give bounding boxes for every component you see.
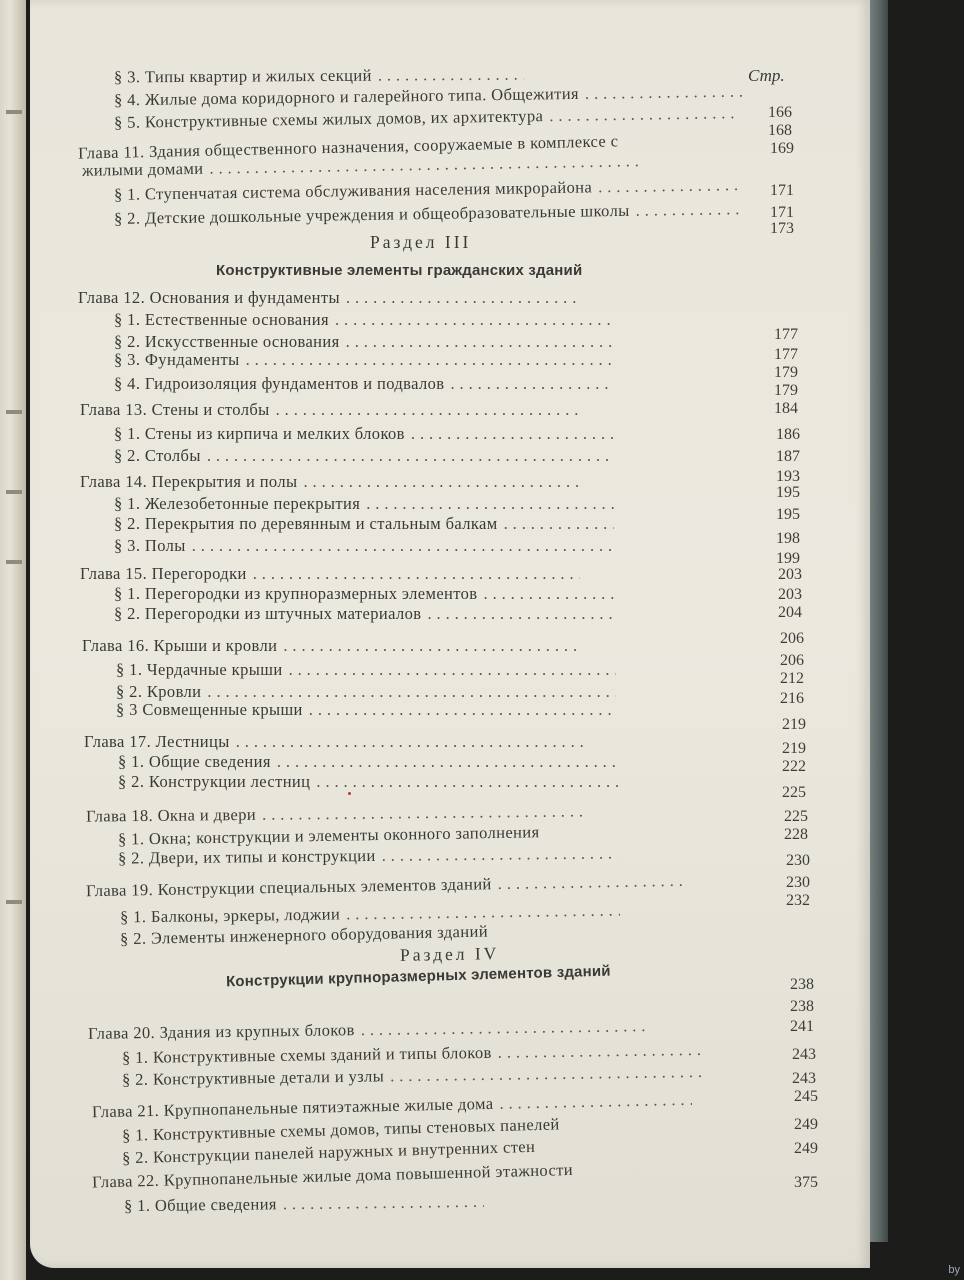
toc-entry: § 3. Фундаменты . . . — [114, 350, 614, 370]
book-page — [30, 0, 870, 1268]
page-number: 168 — [768, 122, 792, 139]
section-subtitle: Конструктивные элементы гражданских зданий — [216, 262, 583, 279]
toc-entry: Глава 17. Лестницы . . . — [84, 732, 584, 752]
section-title: Раздел III — [370, 232, 472, 252]
toc-entry: § 1. Общие сведения . . . — [118, 752, 618, 772]
toc-entry: § 1. Конструктивные схемы зданий и типы блоков . . . — [122, 1040, 702, 1068]
page-number: 171 — [770, 204, 794, 221]
toc-entry: § 1. Ступенчатая система обслуживания населения микрорайона . . . — [114, 175, 739, 205]
section-title: Раздел IV — [399, 943, 500, 965]
page-number: 195 — [776, 484, 800, 501]
page-number: 171 — [770, 182, 794, 199]
toc-entry: Глава 12. Основания и фундаменты . . . — [78, 288, 578, 308]
toc-entry: § 5. Конструктивные схемы жилых домов, их архитектура . . . — [114, 103, 739, 133]
toc-entry: § 2. Столбы . . . — [114, 446, 614, 466]
toc-entry: Глава 14. Перекрытия и полы . . . — [80, 472, 580, 492]
table-of-contents — [30, 0, 870, 1268]
page-number: 179 — [774, 364, 798, 381]
page-number: 243 — [792, 1046, 816, 1063]
toc-entry: § 2. Детские дошкольные учреждения и общеобразовательные школы . . . — [114, 199, 744, 229]
page-number: 375 — [794, 1174, 818, 1191]
toc-entry: Глава 18. Окна и двери . . . — [86, 801, 586, 826]
toc-entry: § 2. Искусственные основания . . . — [114, 332, 614, 352]
toc-entry: Глава 20. Здания из крупных блоков . . . — [88, 1016, 648, 1044]
toc-entry: § 1. Перегородки из крупноразмерных элементов . . . — [114, 584, 614, 604]
page-number: 166 — [768, 104, 792, 121]
toc-entry: Глава 16. Крыши и кровли . . . — [82, 636, 582, 656]
page-number: 225 — [784, 808, 808, 825]
page-number: 219 — [782, 716, 806, 733]
toc-entry: § 2. Конструктивные детали и узлы . . . — [122, 1062, 702, 1090]
page-number: 184 — [774, 400, 798, 417]
page-number: 243 — [792, 1070, 816, 1087]
page-number: 238 — [790, 976, 814, 993]
page-number: 238 — [790, 998, 814, 1015]
page-number: 179 — [774, 382, 798, 399]
page-number: 216 — [780, 690, 804, 707]
page-number: 230 — [786, 874, 810, 891]
toc-entry: § 3 Совмещенные крыши . . . — [116, 700, 616, 720]
binding-stitch — [6, 560, 22, 564]
toc-entry: § 2. Конструкции лестниц . . . — [118, 772, 618, 792]
toc-entry: жилыми домами . . . — [82, 151, 642, 181]
binding-stitch — [6, 410, 22, 414]
toc-entry: § 3. Типы квартир и жилых секций . . . — [114, 65, 524, 88]
toc-entry: Глава 22. Крупнопанельные жилые дома повышенной этажности — [91, 1159, 574, 1192]
toc-entry: § 1. Естественные основания . . . — [114, 310, 614, 330]
toc-entry: § 4. Гидроизоляция фундаментов и подвалов . . . — [114, 374, 614, 394]
page-number: 206 — [780, 630, 804, 647]
page-number: 199 — [776, 550, 800, 567]
toc-entry: § 3. Полы . . . — [114, 536, 614, 556]
page-number: 177 — [774, 326, 798, 343]
toc-entry: Глава 15. Перегородки . . . — [80, 564, 580, 584]
page-column-label: Стр. — [748, 66, 785, 85]
ink-spot — [348, 792, 351, 795]
binding-stitch — [6, 490, 22, 494]
toc-entry: § 1. Балконы, эркеры, лоджии . . . — [120, 901, 620, 928]
toc-entry: § 2. Кровли . . . — [116, 682, 616, 702]
page-number: 203 — [778, 586, 802, 603]
toc-entry: § 2. Элементы инженерного оборудования зданий — [119, 921, 489, 949]
toc-entry: § 2. Перекрытия по деревянным и стальным балкам . . . — [114, 514, 614, 534]
page-number: 173 — [770, 220, 794, 237]
toc-entry: § 2. Двери, их типы и конструкции . . . — [118, 843, 618, 868]
page-number: 169 — [770, 140, 794, 157]
page-number: 249 — [794, 1140, 818, 1157]
binding-stitch — [6, 900, 22, 904]
toc-entry: Глава 11. Здания общественного назначения, сооружаемые в комплексе с — [77, 131, 619, 163]
toc-entry: § 1. Конструктивные схемы домов, типы стеновых панелей — [121, 1114, 560, 1145]
page-number: 203 — [778, 566, 802, 583]
section-subtitle: Конструкции крупноразмерных элементов зданий — [225, 962, 611, 991]
page-number: 241 — [790, 1018, 814, 1035]
book-binding-left — [0, 0, 26, 1280]
toc-entry: § 1. Стены из кирпича и мелких блоков . . . — [114, 424, 614, 444]
toc-entry: Глава 21. Крупнопанельные пятиэтажные жилые дома . . . — [92, 1090, 692, 1123]
page-number: 204 — [778, 604, 802, 621]
page-number: 222 — [782, 758, 806, 775]
page-number: 219 — [782, 740, 806, 757]
page-number: 206 — [780, 652, 804, 669]
page-number: 193 — [776, 468, 800, 485]
page-number: 186 — [776, 426, 800, 443]
binding-stitch — [6, 110, 22, 114]
watermark: by — [948, 1264, 960, 1276]
toc-entry: § 1. Железобетонные перекрытия . . . — [114, 494, 614, 514]
page-number: 232 — [786, 892, 810, 909]
toc-entry: § 2. Перегородки из штучных материалов . . . — [114, 604, 614, 624]
page-number: 230 — [786, 852, 810, 869]
toc-entry: § 1. Чердачные крыши . . . — [116, 660, 616, 680]
page-number: 225 — [782, 784, 806, 801]
toc-entry: § 2. Конструкции панелей наружных и внутренних стен — [121, 1136, 536, 1168]
page-number: 228 — [784, 826, 808, 843]
page-number: 187 — [776, 448, 800, 465]
page-number: 177 — [774, 346, 798, 363]
page-number: 245 — [794, 1088, 818, 1105]
page-number: 212 — [780, 670, 804, 687]
page-number: 249 — [794, 1116, 818, 1133]
toc-entry: § 4. Жилые дома коридорного и галерейного типа. Общежития . . . — [114, 82, 744, 111]
toc-entry: Глава 19. Конструкции специальных элементов зданий . . . — [86, 871, 686, 901]
toc-entry: § 1. Окна; конструкции и элементы оконного заполнения — [117, 822, 540, 849]
page-number: 195 — [776, 506, 800, 523]
toc-entry: § 1. Общие сведения . . . — [124, 1192, 484, 1216]
toc-entry: Глава 13. Стены и столбы . . . — [80, 400, 580, 420]
page-number: 198 — [776, 530, 800, 547]
